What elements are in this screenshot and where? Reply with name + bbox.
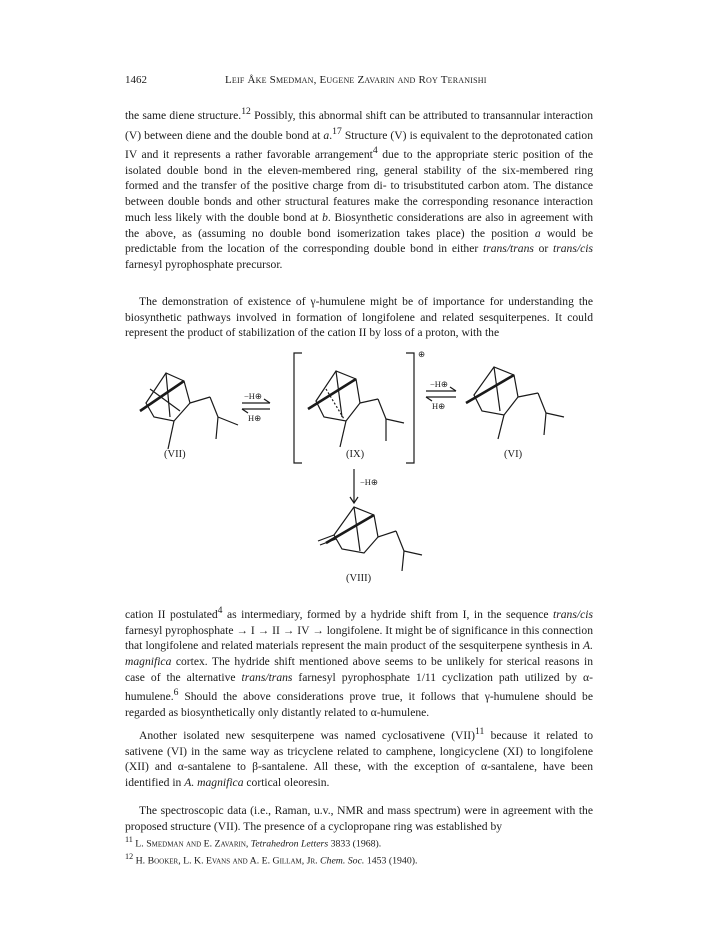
footnote-ref: 17 [332,125,342,137]
structure-vi [466,367,564,439]
label-vi: (VI) [504,449,523,460]
plus-h-label: H⊕ [248,413,262,423]
footnote-ref: 4 [372,145,378,157]
minus-h-label-2: −H⊕ [430,379,449,389]
paragraph-3: cation II postulated$^4$ as intermediary, formed by a hydride shift from I, in the sequence trans/cis farnesyl pyrophosphate → I → II → IV → longifolene. It might be of significance in this connection that longifolene and related materials represent the main product of the sesquiterpene synthesis in A. magnifica cortex. The hydride shift mentioned above seems to be unlikely for sterical reasons in case of the alternative trans/trans farnesyl pyrophosphate 1/11 cyclization path utilized by α-humulene.$^6$ Should the above considerations prove true, it follows that γ-humulene should be regarded as biosynthetically only distantly related to α-humulene. [125,605,593,719]
footnote-ref: 11 [475,726,485,737]
equilibrium-arrow-1 [242,399,270,413]
plus-h-label-2: H⊕ [432,401,446,411]
paragraph-2: The demonstration of existence of γ-humulene might be of importance for understanding the biosynthetic pathways involved in formation of longifolene and related sesquiterpenes. It could represent the product of stabilization of the cation II by loss of a proton, with the [125,295,593,340]
label-viii: (VIII) [346,573,372,584]
running-authors: Leif Åke Smedman, Eugene Zavarin and Roy Teranishi [225,74,487,86]
footnote-ref: 4 [217,605,223,616]
deprotonation-arrow [350,469,358,503]
footnote-ref: 12 [241,106,251,117]
footnote-ref: 6 [173,687,179,699]
paragraph-4: Another isolated new sesquiterpene was named cyclosativene (VII)$^{11}$ because it related to sativene (VI) in the same way as tricyclene related to camphene, longicyclene (XI) to longifolene (XII) and α-santalene to β-santalene. All these, with the exception of α-santalene, have been identified in A. magnifica cortical oleoresin. [125,726,593,789]
charge-symbol: ⊕ [418,349,426,359]
minus-h-label: −H⊕ [244,391,263,401]
label-ix: (IX) [346,449,365,460]
page-number: 1462 [125,74,147,86]
reaction-scheme [120,345,600,585]
label-vii: (VII) [164,449,186,460]
paragraph-5: The spectroscopic data (i.e., Raman, u.v., NMR and mass spectrum) were in agreement with the proposed structure (VII). The presence of a cyclopropane ring was established by [125,804,593,833]
reaction-scheme-svg [120,345,600,585]
running-header [125,74,595,90]
footnote-12: $^{12}$ H. Booker, L. K. Evans and A. E. Gillam, Jr. Chem. Soc. 1453 (1940). [125,851,418,867]
structure-viii [318,507,422,571]
footnotes [125,834,595,868]
equilibrium-arrow-2 [426,387,456,401]
structure-vii [140,373,238,449]
footnote-11: $^{11}$ L. Smedman and E. Zavarin, Tetrahedron Letters 3833 (1968). [125,835,382,850]
minus-h-label-3: −H⊕ [360,477,379,487]
paragraph-1: the same diene structure.$^{12}$ Possibly, this abnormal shift can be attributed to transannular interaction (V) between diene and the double bond at a.$^{17}$ Structure (V) is equivalent to the deprotonated cation IV and it represents a rather favorable arrangement$^4$ due to the appropriate steric position of the isolated double bond in the eleven-membered ring, general stability of the six-membered ring formed and the transfer of the positive charge from di- to trisubstituted carbon atom. The distance between double bonds and other structural features make the corresponding resonance interaction much less likely with the double bond at b. Biosynthetic considerations are also in agreement with the above, as (assuming no double bond isomerization takes place) the position a would be predictable from the location of the corresponding double bond in either trans/trans or trans/cis farnesyl pyrophosphate precursor. [125,106,594,271]
structure-ix [308,371,404,447]
